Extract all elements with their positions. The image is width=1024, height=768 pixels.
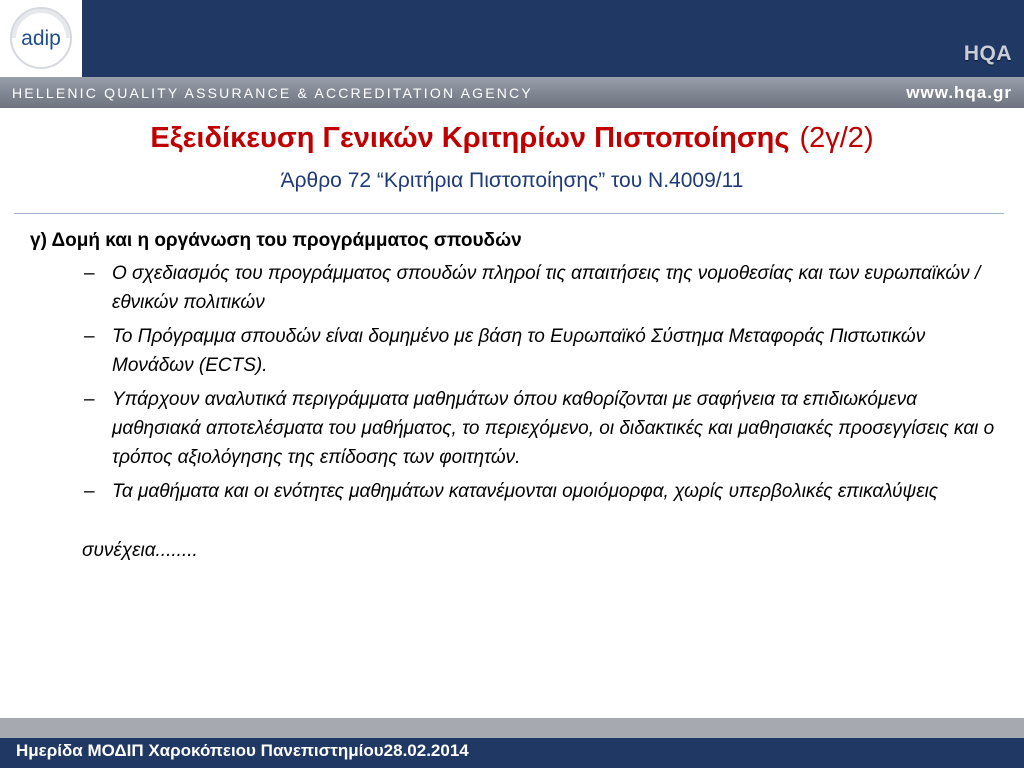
footer-text: Ημερίδα ΜΟΔΙΠ Χαροκόπειου Πανεπιστημίου28.02.2014 (16, 741, 469, 760)
slide-title (0, 122, 1024, 155)
title-divider (14, 213, 1004, 214)
bullet-text: Υπάρχουν αναλυτικά περιγράμματα μαθημάτων όπου καθορίζονται με σαφήνεια τα επιδιωκόμενα μαθησιακά αποτελέσματα του μαθήματος, το περιεχόμενο, οι διδακτικές και μαθησιακές προσεγγίσεις και ο τρόπος αξιολόγησης της επίδοσης των φοιτητών. (112, 389, 995, 468)
dash-bullet: – (84, 481, 95, 502)
hqa-label: HQA (963, 42, 1012, 65)
agency-band (0, 77, 1024, 108)
top-band (82, 0, 1024, 77)
title-main: Εξειδίκευση Γενικών Κριτηρίων Πιστοποίησης (150, 122, 790, 154)
bullet-list (30, 259, 1005, 506)
adip-logo (0, 0, 82, 77)
slide-content (30, 226, 1005, 565)
continued-text: συνέχεια........ (82, 540, 198, 561)
section-heading: γ) Δομή και η οργάνωση του προγράμματος σπουδών (30, 230, 522, 251)
logo-text: adip (21, 27, 61, 50)
footer-gray-band (0, 718, 1024, 738)
adip-logo-icon (0, 0, 82, 77)
agency-name: HELLENIC QUALITY ASSURANCE & ACCREDITATION AGENCY (12, 85, 533, 101)
dash-bullet: – (84, 389, 95, 410)
list-item (30, 259, 1005, 317)
slide-footer (0, 738, 1024, 768)
list-item (30, 322, 1005, 380)
bullet-text: Το Πρόγραμμα σπουδών είναι δομημένο με βάση το Ευρωπαϊκό Σύστημα Μεταφοράς Πιστωτικών Μονάδων (ECTS). (112, 326, 926, 376)
slide-header (0, 0, 1024, 108)
dash-bullet: – (84, 326, 95, 347)
title-part: (2γ/2) (799, 122, 874, 154)
dash-bullet: – (84, 263, 95, 284)
list-item (30, 477, 1005, 506)
bullet-text: Τα μαθήματα και οι ενότητες μαθημάτων κατανέμονται ομοιόμορφα, χωρίς υπερβολικές επικαλύψεις (112, 481, 939, 502)
agency-url: www.hqa.gr (906, 83, 1012, 102)
bullet-text: Ο σχεδιασμός του προγράμματος σπουδών πληροί τις απαιτήσεις της νομοθεσίας και των ευρωπαϊκών / εθνικών πολιτικών (112, 263, 981, 313)
list-item (30, 385, 1005, 472)
slide-subtitle: Άρθρο 72 “Κριτήρια Πιστοποίησης” του Ν.4009/11 (280, 169, 744, 192)
